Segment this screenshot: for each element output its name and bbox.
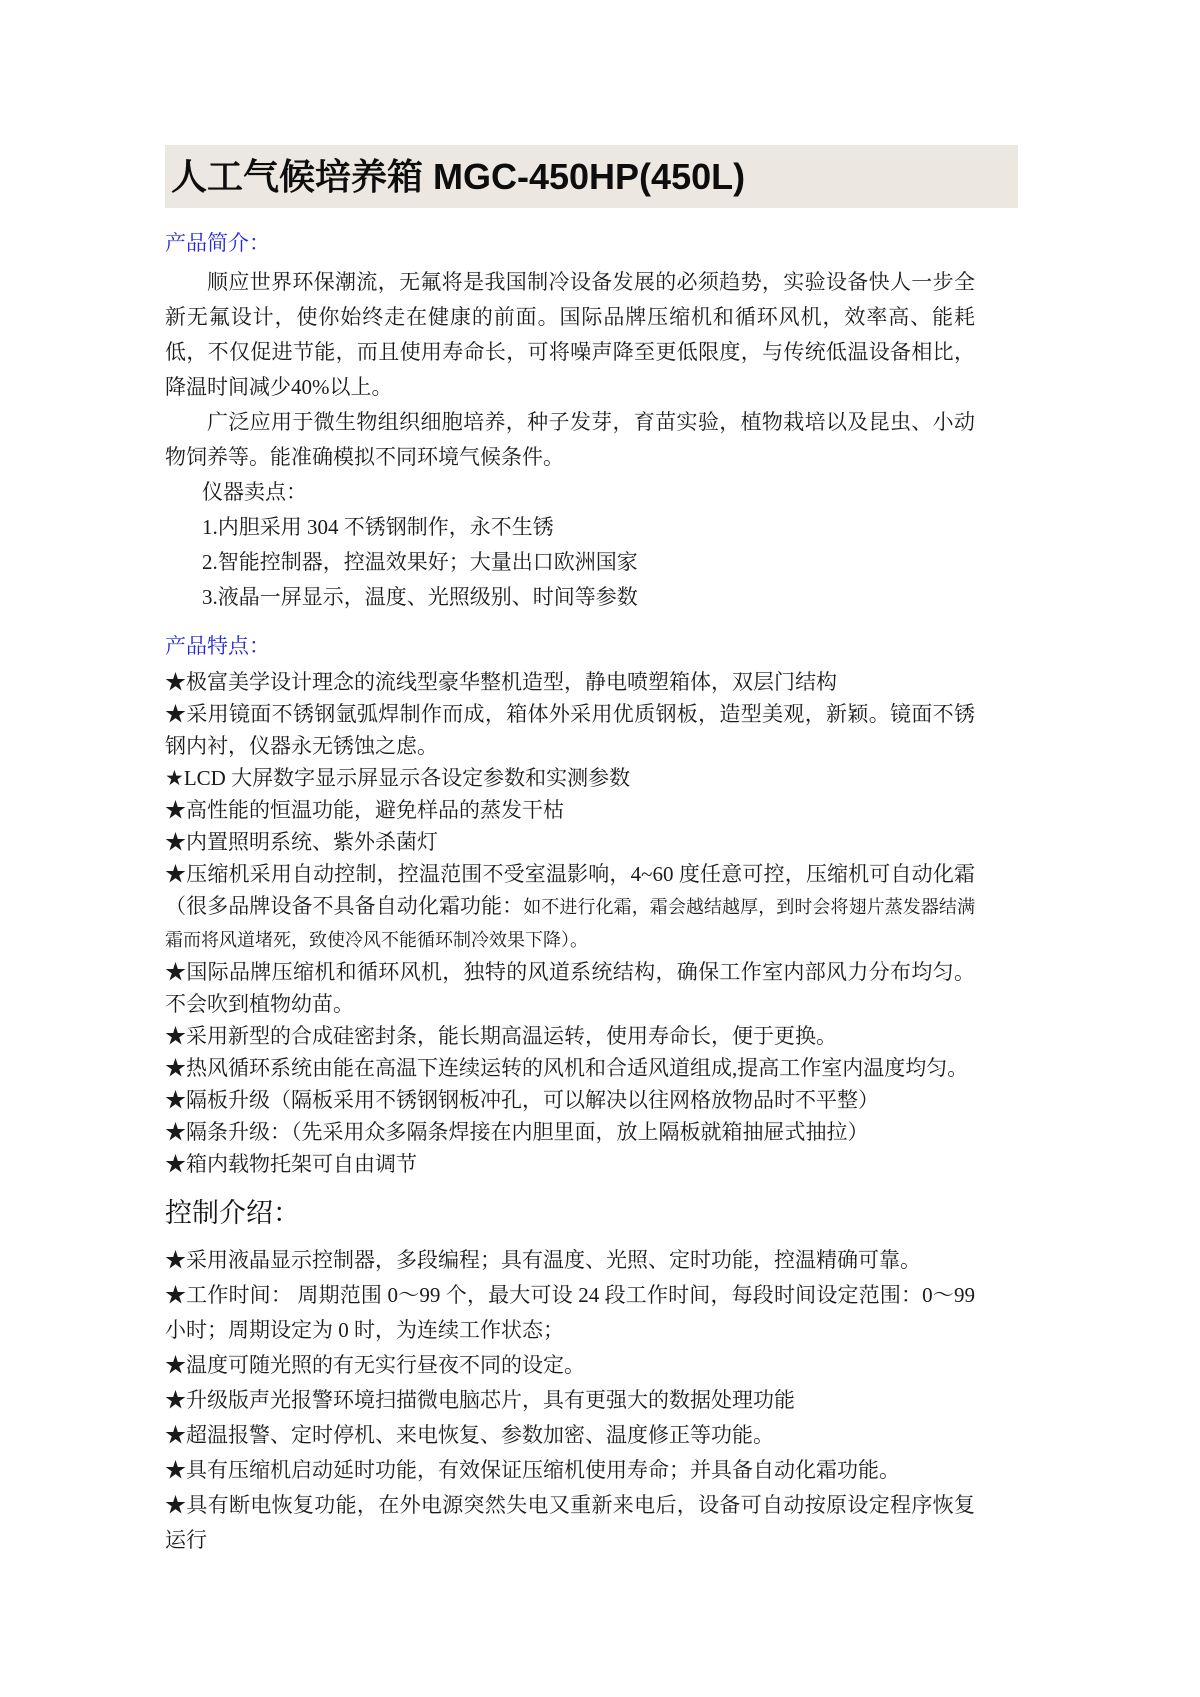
feature-item-9: ★热风循环系统由能在高温下连续运转的风机和合适风道组成,提高工作室内温度均匀。 [165, 1056, 969, 1080]
control-item-7: ★具有断电恢复功能，在外电源突然失电又重新来电后，设备可自动按原设定程序恢复运行 [165, 1493, 975, 1552]
feature-item-6-main: ★压缩机采用自动控制，控温范围不受室温影响，4~60 度任意可控，压缩机可自动化霜（很多品牌设备不具备自动化霜功能： [165, 862, 975, 918]
control-item-4: ★升级版声光报警环境扫描微电脑芯片，具有更强大的数据处理功能 [165, 1388, 795, 1412]
feature-item-12: ★箱内载物托架可自由调节 [165, 1152, 417, 1176]
control-item-2: ★工作时间： 周期范围 0～99 个，最大可设 24 段工作时间，每段时间设定范围：0～99 小时；周期设定为 0 时，为连续工作状态； [165, 1283, 975, 1342]
selling-point-2: 2.智能控制器，控温效果好；大量出口欧洲国家 [202, 550, 638, 574]
feature-item-8: ★采用新型的合成硅密封条，能长期高温运转，使用寿命长，便于更换。 [165, 1024, 837, 1048]
feature-item-3: ★LCD 大屏数字显示屏显示各设定参数和实测参数 [165, 766, 631, 790]
intro-heading: 产品简介： [165, 231, 270, 255]
feature-item-6-note: 如不进行化霜，霜会越结越厚，到时会将翅片蒸发器结满霜而将风道堵死，致使冷风不能循环制冷效果下降）。 [165, 897, 976, 950]
feature-item-6-defrost [165, 858, 975, 956]
feature-item-4: ★高性能的恒温功能，避免样品的蒸发干枯 [165, 798, 564, 822]
features-heading: 产品特点： [165, 634, 270, 658]
feature-item-1: ★极富美学设计理念的流线型豪华整机造型，静电喷塑箱体，双层门结构 [165, 670, 837, 694]
document-title: 人工气候培养箱 MGC-450HP(450L) [165, 145, 1018, 208]
feature-item-11: ★隔条升级：（先采用众多隔条焊接在内胆里面，放上隔板就箱抽屉式抽拉） [165, 1120, 869, 1144]
feature-item-5: ★内置照明系统、紫外杀菌灯 [165, 830, 438, 854]
selling-points-heading: 仪器卖点： [202, 480, 307, 504]
selling-point-1: 1.内胆采用 304 不锈钢制作，永不生锈 [202, 515, 554, 539]
intro-paragraph-1: 顺应世界环保潮流，无氟将是我国制冷设备发展的必须趋势，实验设备快人一步全新无氟设计，使你始终走在健康的前面。国际品牌压缩机和循环风机，效率高、能耗低，不仅促进节能，而且使用寿命长，可将噪声降至更低限度，与传统低温设备相比，降温时间减少40%以上。 [165, 270, 975, 399]
control-item-5: ★超温报警、定时停机、来电恢复、参数加密、温度修正等功能。 [165, 1423, 774, 1447]
selling-points-block [165, 475, 975, 615]
selling-point-3: 3.液晶一屏显示，温度、光照级别、时间等参数 [202, 585, 638, 609]
intro-paragraph-2: 广泛应用于微生物组织细胞培养，种子发芽，育苗实验，植物栽培以及昆虫、小动物饲养等。能准确模拟不同环境气候条件。 [165, 410, 975, 469]
control-heading: 控制介绍： [165, 1198, 300, 1228]
control-item-6: ★具有压缩机启动延时功能，有效保证压缩机使用寿命；并具备自动化霜功能。 [165, 1458, 900, 1482]
feature-item-7: ★国际品牌压缩机和循环风机，独特的风道系统结构，确保工作室内部风力分布均匀。不会吹到植物幼苗。 [165, 960, 975, 1016]
feature-item-2: ★采用镜面不锈钢氩弧焊制作而成，箱体外采用优质钢板，造型美观，新颖。镜面不锈钢内衬，仪器永无锈蚀之虑。 [165, 702, 975, 758]
control-item-3: ★温度可随光照的有无实行昼夜不同的设定。 [165, 1353, 585, 1377]
feature-item-10: ★隔板升级（隔板采用不锈钢钢板冲孔，可以解决以往网格放物品时不平整） [165, 1088, 879, 1112]
control-item-1: ★采用液晶显示控制器，多段编程；具有温度、光照、定时功能，控温精确可靠。 [165, 1248, 921, 1272]
